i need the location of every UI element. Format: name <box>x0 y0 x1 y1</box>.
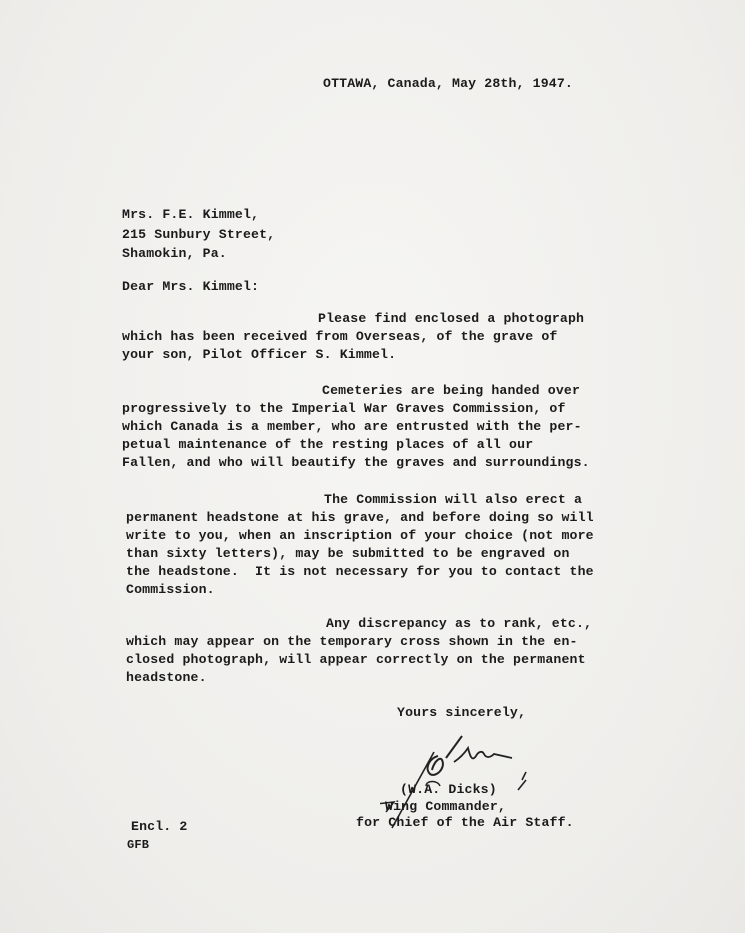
paragraph-4 <box>126 615 592 687</box>
signatory-name: (W.A. Dicks) <box>400 782 497 797</box>
paragraph-line: Any discrepancy as to rank, etc., <box>326 616 593 631</box>
paragraph-line: petual maintenance of the resting places of all our <box>122 437 534 452</box>
paragraph-line: The Commission will also erect a <box>324 492 583 507</box>
paragraph-line: progressively to the Imperial War Graves Commission, of <box>122 401 566 416</box>
paragraph-1 <box>122 310 584 364</box>
paragraph-line: which Canada is a member, who are entrusted with the per- <box>122 419 582 434</box>
salutation: Dear Mrs. Kimmel: <box>122 279 260 294</box>
paragraph-line: write to you, when an inscription of your choice (not more <box>126 528 594 543</box>
signatory-title: Wing Commander, <box>385 799 506 814</box>
paragraph-3 <box>126 491 594 599</box>
paragraph-2 <box>122 382 590 472</box>
dateline: OTTAWA, Canada, May 28th, 1947. <box>323 76 573 91</box>
paragraph-line: headstone. <box>126 670 207 685</box>
paragraph-line: Commission. <box>126 582 215 597</box>
paragraph-line: which has been received from Overseas, of the grave of <box>122 329 558 344</box>
enclosure-note: Encl. 2 <box>131 819 188 834</box>
address-line-3: Shamokin, Pa. <box>122 246 227 261</box>
paragraph-line: closed photograph, will appear correctly on the permanent <box>126 652 586 667</box>
paragraph-line: which may appear on the temporary cross shown in the en- <box>126 634 578 649</box>
paragraph-line: your son, Pilot Officer S. Kimmel. <box>122 347 397 362</box>
paragraph-line: Please find enclosed a photograph <box>318 311 585 326</box>
paragraph-line: than sixty letters), may be submitted to be engraved on <box>126 546 570 561</box>
typist-initials: GFB <box>127 838 150 852</box>
address-line-2: 215 Sunbury Street, <box>122 227 276 242</box>
paragraph-line: permanent headstone at his grave, and before doing so will <box>126 510 594 525</box>
paragraph-line: Fallen, and who will beautify the graves and surroundings. <box>122 455 590 470</box>
paragraph-line: the headstone. It is not necessary for you to contact the <box>126 564 594 579</box>
paragraph-line: Cemeteries are being handed over <box>322 383 581 398</box>
address-line-1: Mrs. F.E. Kimmel, <box>122 207 260 222</box>
closing: Yours sincerely, <box>397 705 527 720</box>
signatory-for-line: for Chief of the Air Staff. <box>356 815 574 830</box>
